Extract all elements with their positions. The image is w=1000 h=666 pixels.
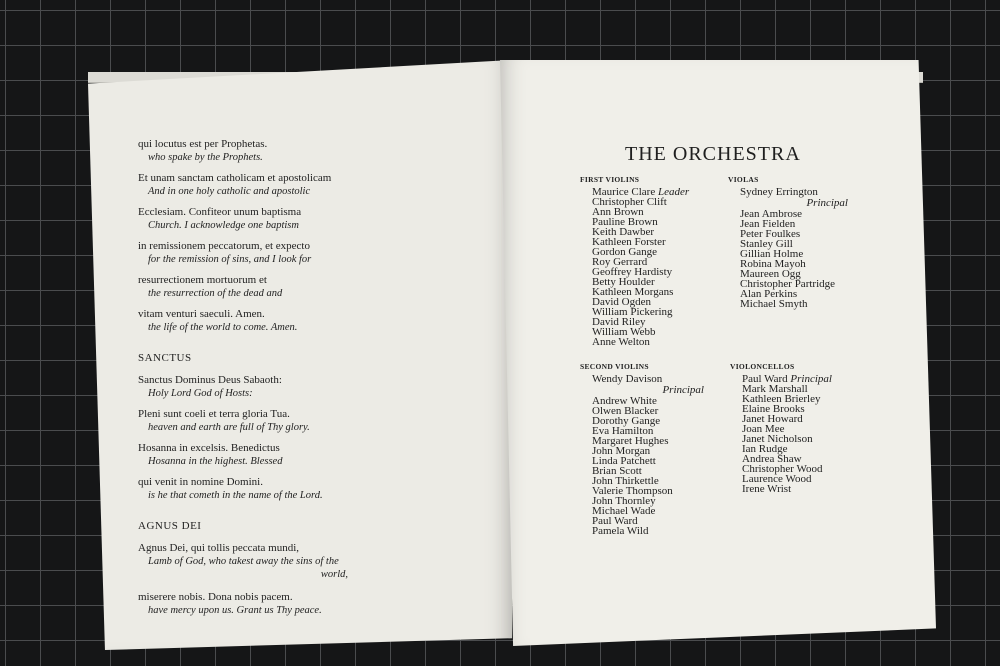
agnus-dei-heading: AGNUS DEI — [138, 520, 202, 532]
musician-name: Maureen Ogg — [740, 268, 801, 280]
leader-role: Leader — [657, 186, 690, 198]
musician-name: William Webb — [592, 326, 656, 338]
credo-section — [138, 138, 468, 334]
principal-role: Principal — [790, 373, 832, 385]
musician-name: Laurence Wood — [742, 473, 812, 485]
violas-section — [728, 175, 848, 309]
mass-text-column — [138, 138, 468, 625]
musician-name: Andrea Shaw — [742, 453, 802, 465]
agnus-dei-section — [138, 542, 468, 617]
section-label: FIRST VIOLINS — [580, 175, 640, 184]
text-stanza — [138, 240, 468, 266]
musician-name: Pauline Brown — [592, 216, 658, 228]
latin-line: miserere nobis. Dona nobis pacem. — [138, 591, 293, 603]
violas-list — [728, 209, 848, 309]
musician-name: David Ogden — [592, 296, 651, 308]
latin-line: resurrectionem mortuorum et — [138, 274, 267, 286]
text-stanza — [138, 172, 468, 198]
musician-name: Linda Patchett — [592, 455, 656, 467]
english-line: is he that cometh in the name of the Lord. — [148, 490, 323, 501]
musician-name: Irene Wrist — [742, 483, 792, 495]
musician-name: Paul Ward — [592, 515, 638, 527]
section-label: VIOLONCELLOS — [730, 362, 795, 371]
musician-name: Alan Perkins — [740, 288, 798, 300]
latin-line: vitam venturi saeculi. Amen. — [138, 308, 265, 320]
violoncellos-list — [730, 384, 832, 494]
musician-name: Janet Nicholson — [742, 433, 813, 445]
musician-name: William Pickering — [592, 306, 673, 318]
principal-name: Paul Ward — [742, 373, 788, 385]
musician-name: Gordon Gange — [592, 246, 658, 258]
english-line-continuation: world, — [320, 569, 348, 580]
musician-name: Betty Houlder — [592, 276, 655, 288]
text-stanza — [138, 206, 468, 232]
musician-name: Eva Hamilton — [592, 425, 654, 437]
principal-role: Principal — [662, 384, 704, 396]
violoncellos-section — [730, 362, 832, 494]
musician-name: John Morgan — [592, 445, 651, 457]
musician-name: Christopher Wood — [742, 463, 823, 475]
musician-name: Joan Mee — [742, 423, 785, 435]
musician-name: Anne Welton — [592, 336, 650, 348]
section-label: SECOND VIOLINS — [580, 362, 649, 371]
musician-name: Keith Dawber — [592, 226, 655, 238]
musician-name: Christopher Clift — [592, 196, 667, 208]
english-line: Holy Lord God of Hosts: — [148, 388, 253, 399]
musician-name: Jean Ambrose — [740, 208, 803, 220]
musician-name: Valerie Thompson — [592, 485, 673, 497]
musician-name: Ian Rudge — [742, 443, 788, 455]
second-violins-list — [580, 396, 704, 536]
latin-line: Ecclesiam. Confiteor unum baptisma — [138, 206, 302, 218]
text-stanza — [138, 374, 468, 400]
text-stanza — [138, 442, 468, 468]
text-stanza — [138, 408, 468, 434]
english-line: Hosanna in the highest. Blessed — [148, 456, 283, 467]
musician-name: Geoffrey Hardisty — [592, 266, 673, 278]
musician-name: John Thirkettle — [592, 475, 659, 487]
second-violins-section — [580, 362, 704, 536]
musician-name: Janet Howard — [742, 413, 803, 425]
musician-name: Michael Smyth — [740, 298, 808, 310]
english-line: the resurrection of the dead and — [148, 288, 283, 299]
latin-line: Pleni sunt coeli et terra gloria Tua. — [138, 408, 290, 420]
english-line: for the remission of sins, and I look for — [148, 254, 312, 265]
english-line: heaven and earth are full of Thy glory. — [148, 422, 310, 433]
section-label: VIOLAS — [728, 175, 759, 184]
musician-name: Gillian Holme — [740, 248, 804, 260]
principal-name: Sydney Errington — [740, 186, 818, 198]
musician-name: Dorothy Gange — [592, 415, 661, 427]
first-violins-section — [580, 175, 689, 347]
musician-name: Kathleen Forster — [592, 236, 666, 248]
musician-name: Margaret Hughes — [592, 435, 669, 447]
text-stanza — [138, 542, 468, 581]
first-violins-list — [580, 197, 689, 347]
sanctus-heading: SANCTUS — [138, 352, 192, 364]
musician-name: Jean Fielden — [740, 218, 796, 230]
principal-role: Principal — [806, 197, 848, 209]
musician-name: Christopher Partridge — [740, 278, 836, 290]
musician-name: Kathleen Morgans — [592, 286, 674, 298]
latin-line: Et unam sanctam catholicam et apostolicam — [138, 172, 332, 184]
musician-name: Peter Foulkes — [740, 228, 801, 240]
musician-name: Andrew White — [592, 395, 657, 407]
text-stanza — [138, 476, 468, 502]
musician-name: David Riley — [592, 316, 646, 328]
latin-line: Hosanna in excelsis. Benedictus — [138, 442, 280, 454]
text-stanza — [138, 138, 468, 164]
leader-name: Maurice Clare — [592, 186, 656, 198]
musician-name: Brian Scott — [592, 465, 642, 477]
text-stanza — [138, 274, 468, 300]
musician-name: Ann Brown — [592, 206, 644, 218]
musician-name: Elaine Brooks — [742, 403, 805, 415]
text-stanza — [138, 308, 468, 334]
musician-name: John Thornley — [592, 495, 656, 507]
musician-name: Mark Marshall — [742, 383, 808, 395]
musician-name: Roy Gerrard — [592, 256, 648, 268]
page-title: THE ORCHESTRA — [625, 143, 801, 165]
english-line: Church. I acknowledge one baptism — [148, 220, 299, 231]
sanctus-section — [138, 374, 468, 502]
text-stanza — [138, 591, 468, 617]
english-line: the life of the world to come. Amen. — [148, 322, 298, 333]
musician-name: Olwen Blacker — [592, 405, 659, 417]
latin-line: Sanctus Dominus Deus Sabaoth: — [138, 374, 282, 386]
english-line: Lamb of God, who takest away the sins of the — [148, 556, 339, 567]
latin-line: in remissionem peccatorum, et expecto — [138, 240, 310, 252]
english-line: have mercy upon us. Grant us Thy peace. — [148, 605, 322, 616]
musician-name: Robina Mayoh — [740, 258, 806, 270]
latin-line: qui locutus est per Prophetas. — [138, 138, 268, 150]
english-line: And in one holy catholic and apostolic — [148, 186, 311, 197]
principal-name: Wendy Davison — [592, 373, 663, 385]
musician-name: Michael Wade — [592, 505, 656, 517]
musician-name: Kathleen Brierley — [742, 393, 821, 405]
latin-line: qui venit in nomine Domini. — [138, 476, 263, 488]
musician-name: Stanley Gill — [740, 238, 793, 250]
latin-line: Agnus Dei, qui tollis peccata mundi, — [138, 542, 299, 554]
english-line: who spake by the Prophets. — [148, 152, 263, 163]
musician-name: Pamela Wild — [592, 525, 649, 537]
